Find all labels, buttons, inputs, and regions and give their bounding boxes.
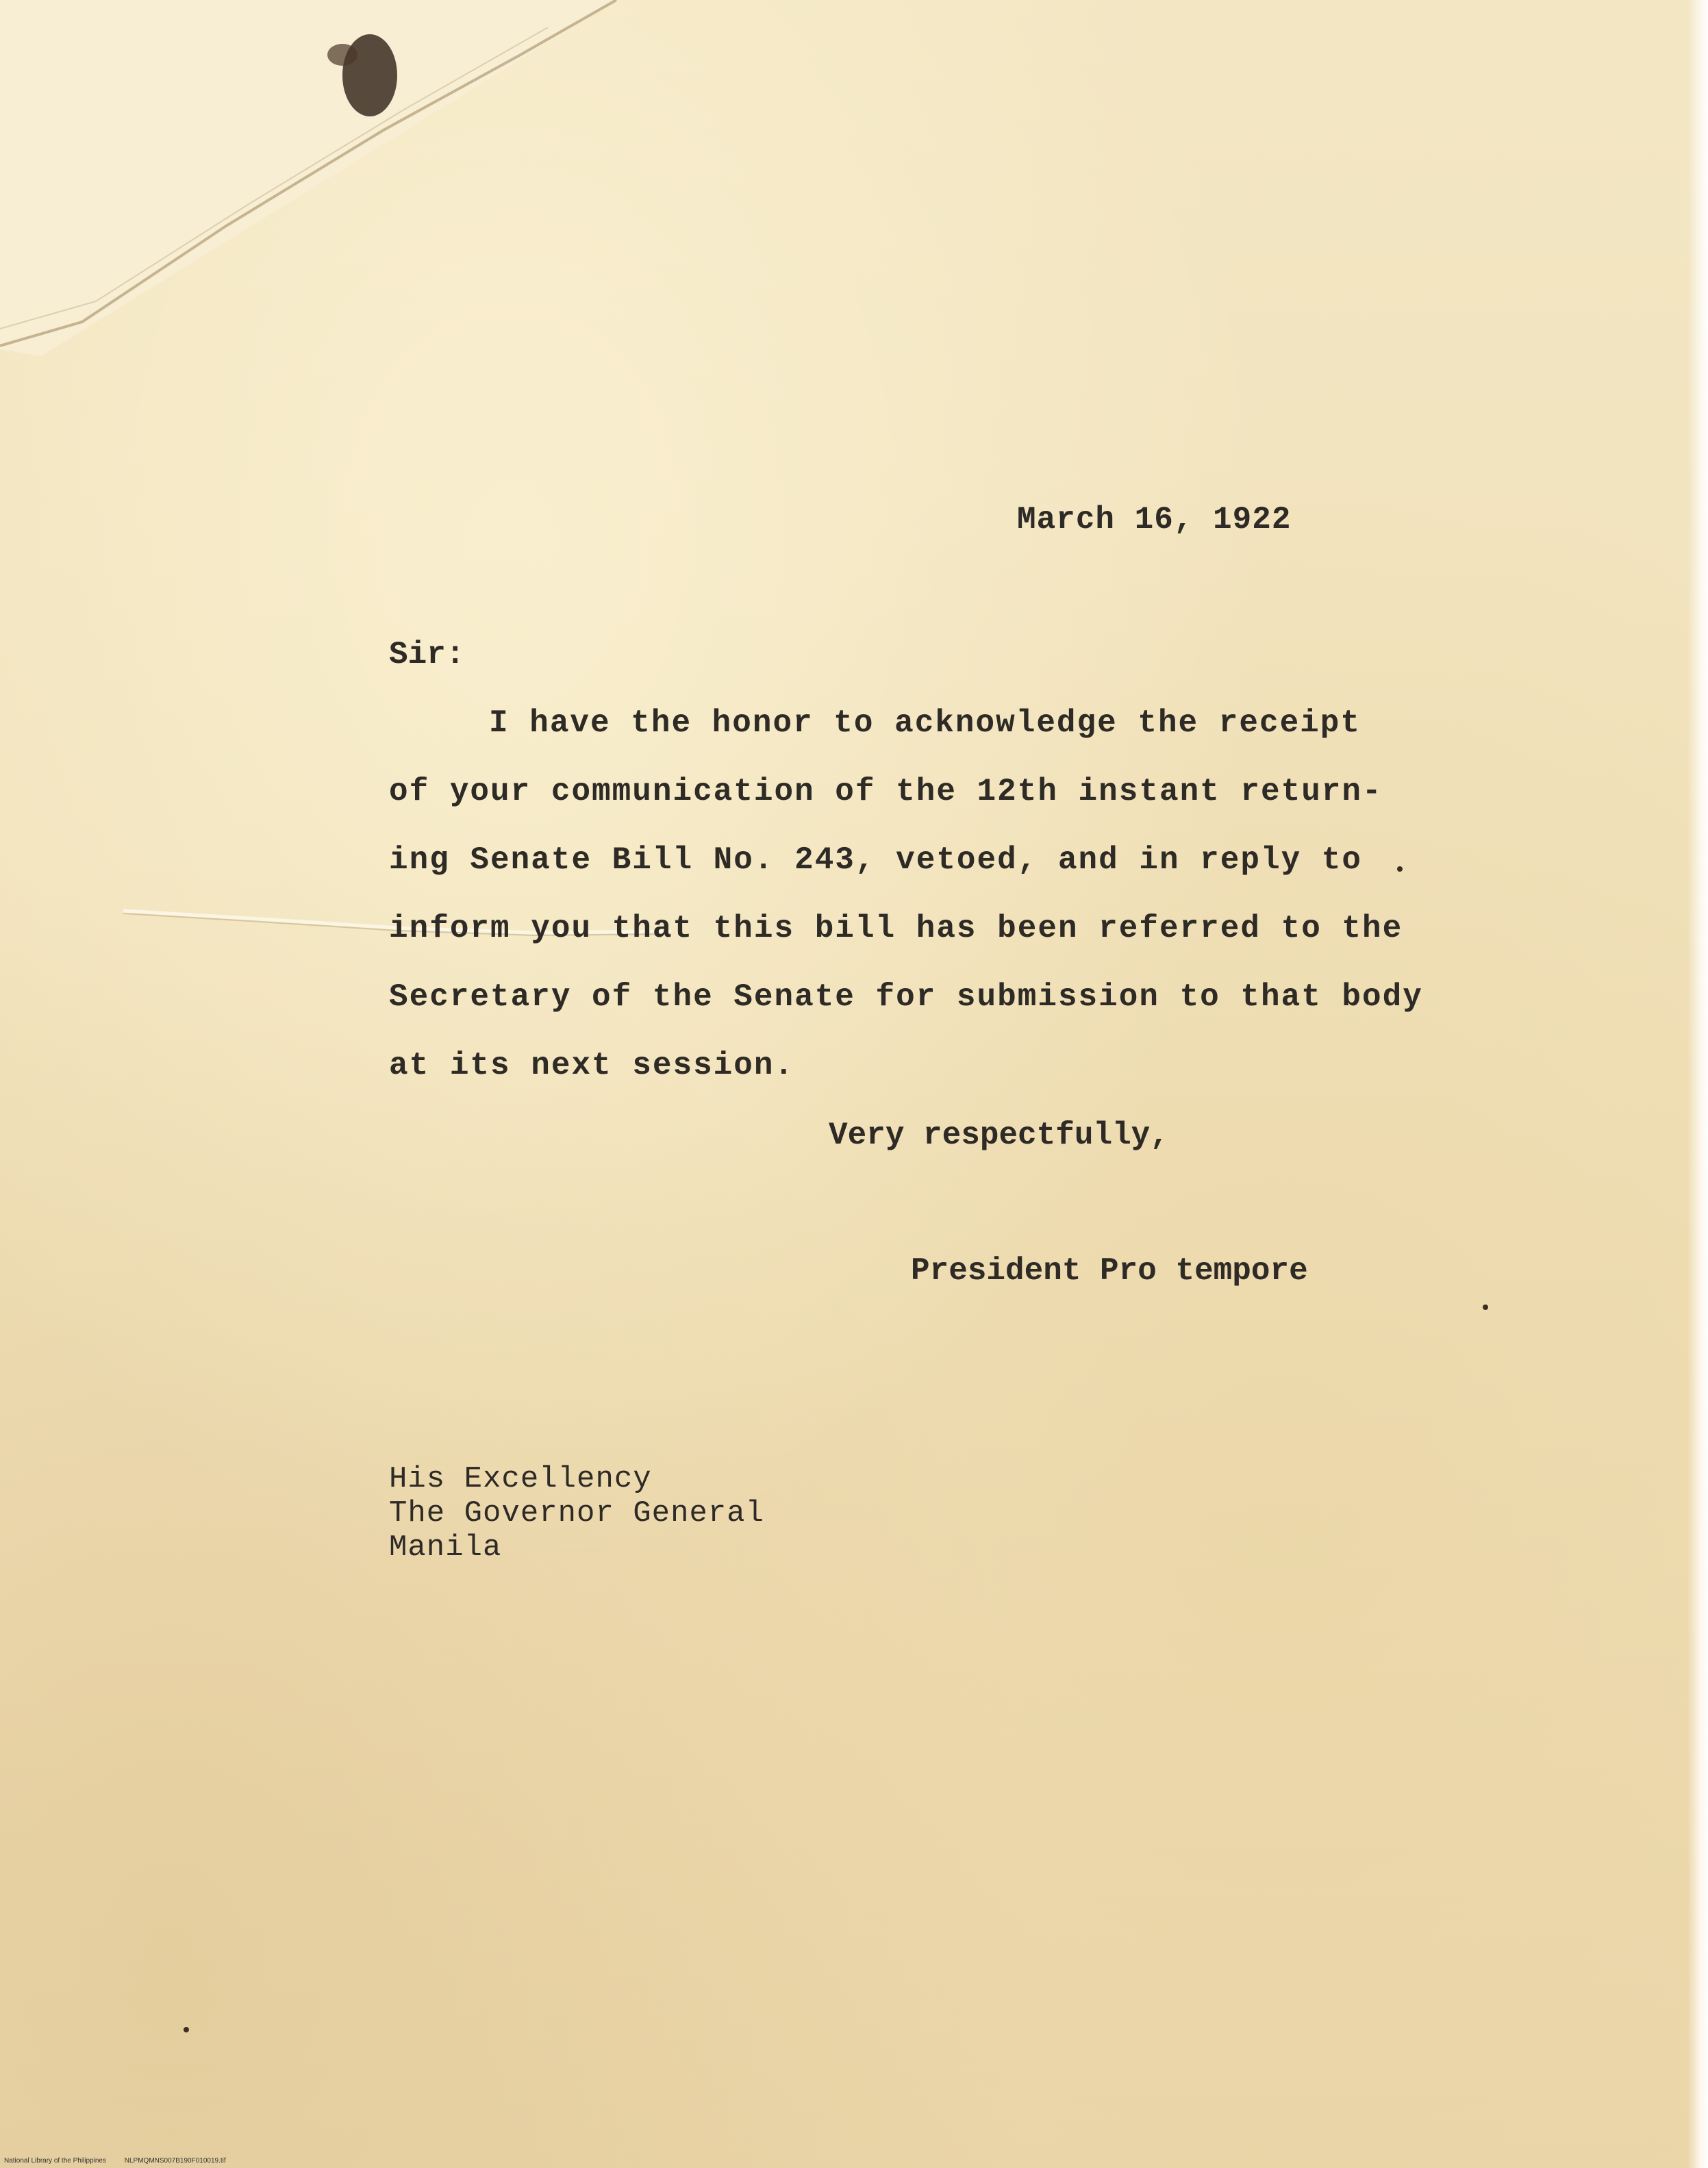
ink-speck	[184, 2027, 189, 2032]
salutation: Sir:	[389, 637, 465, 672]
footer-institution: National Library of the Philippines	[4, 2157, 106, 2165]
body-line: inform you that this bill has been referred to the	[389, 911, 1403, 946]
ink-speck	[1483, 1304, 1488, 1310]
ink-speck	[1397, 866, 1403, 872]
addressee-line: Manila	[389, 1530, 502, 1565]
signature-title: President Pro tempore	[911, 1253, 1308, 1289]
addressee-line: The Governor General	[389, 1496, 765, 1530]
footer-filename: NLPMQMNS007B190F010019.tif	[124, 2157, 226, 2165]
paper-edge	[1687, 0, 1708, 2168]
body-line: ing Senate Bill No. 243, vetoed, and in reply to	[389, 842, 1363, 878]
body-line: at its next session.	[389, 1048, 795, 1083]
complimentary-closing: Very respectfully,	[829, 1118, 1169, 1153]
addressee-line: His Excellency	[389, 1462, 652, 1496]
body-line: I have the honor to acknowledge the receipt	[489, 705, 1361, 741]
letter-date: March 16, 1922	[1017, 502, 1292, 538]
archive-footer	[4, 2157, 242, 2165]
folded-corner-stain	[0, 0, 685, 370]
body-line: Secretary of the Senate for submission to that body	[389, 979, 1423, 1015]
body-line: of your communication of the 12th instant return-	[389, 774, 1383, 809]
